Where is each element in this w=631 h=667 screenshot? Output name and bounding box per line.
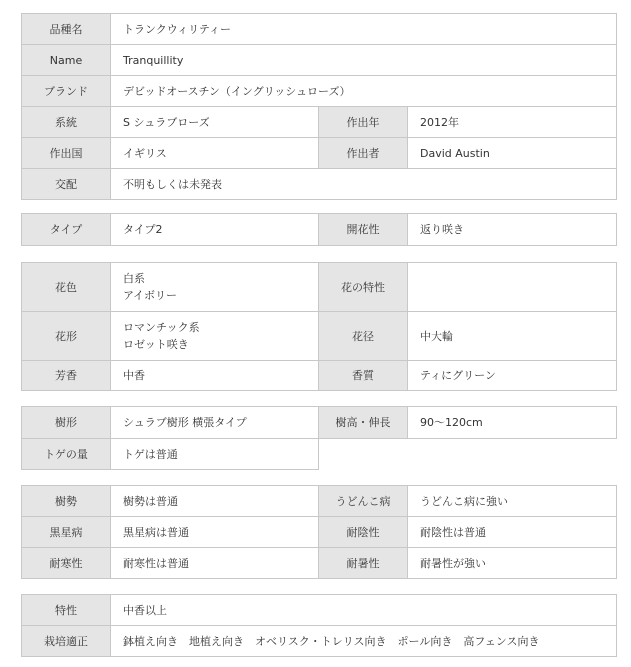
scent-label: 芳香 — [22, 361, 111, 391]
lineage-label: 系統 — [22, 107, 111, 138]
bloom-label: 開花性 — [319, 214, 408, 246]
thorn-value: トゲは普通 — [111, 439, 319, 470]
table-row — [22, 361, 617, 391]
brand-value: デビッドオースチン（イングリッシュローズ） — [111, 76, 617, 107]
bloom-value: 返り咲き — [408, 214, 617, 246]
table-row — [22, 45, 617, 76]
lineage-value: S シュラブローズ — [111, 107, 319, 138]
table-row — [22, 169, 617, 200]
country-value: イギリス — [111, 138, 319, 169]
table-row — [22, 439, 617, 470]
flower-shape-line1: ロマンチック系 — [123, 321, 200, 334]
type-label: タイプ — [22, 214, 111, 246]
table-row — [22, 107, 617, 138]
flower-trait-label: 花の特性 — [319, 263, 408, 312]
flower-color-line1: 白系 — [123, 272, 145, 285]
table-row — [22, 517, 617, 548]
name-label: Name — [22, 45, 111, 76]
table-row — [22, 486, 617, 517]
flower-shape-label: 花形 — [22, 312, 111, 361]
breeder-label: 作出者 — [319, 138, 408, 169]
tree-height-value: 90〜120cm — [408, 407, 617, 439]
suitability-value: 鉢植え向き 地植え向き オベリスク・トレリス向き ポール向き 高フェンス向き — [111, 626, 617, 657]
flower-size-value: 中大輪 — [408, 312, 617, 361]
suitability-label: 栽培適正 — [22, 626, 111, 657]
flower-trait-value — [408, 263, 617, 312]
table-row — [22, 548, 617, 579]
country-label: 作出国 — [22, 138, 111, 169]
tree-table — [21, 406, 617, 470]
basic-info-table — [21, 13, 617, 200]
flower-shape-value — [111, 312, 319, 361]
vigor-label: 樹勢 — [22, 486, 111, 517]
flower-table — [21, 262, 617, 391]
feature-label: 特性 — [22, 595, 111, 626]
shade-label: 耐陰性 — [319, 517, 408, 548]
table-row — [22, 407, 617, 439]
table-row — [22, 595, 617, 626]
table-row — [22, 214, 617, 246]
mildew-value: うどんこ病に強い — [408, 486, 617, 517]
cold-label: 耐寒性 — [22, 548, 111, 579]
brand-label: ブランド — [22, 76, 111, 107]
vigor-value: 樹勢は普通 — [111, 486, 319, 517]
year-value: 2012年 — [408, 107, 617, 138]
shade-value: 耐陰性は普通 — [408, 517, 617, 548]
scent-value: 中香 — [111, 361, 319, 391]
table-row — [22, 76, 617, 107]
flower-color-value — [111, 263, 319, 312]
scent-type-label: 香質 — [319, 361, 408, 391]
heat-label: 耐暑性 — [319, 548, 408, 579]
flower-shape-line2: ロゼット咲き — [123, 338, 189, 351]
table-row — [22, 138, 617, 169]
table-row — [22, 14, 617, 45]
cold-value: 耐寒性は普通 — [111, 548, 319, 579]
features-table — [21, 594, 617, 657]
empty-cell — [319, 439, 617, 470]
flower-size-label: 花径 — [319, 312, 408, 361]
cultivar-label: 品種名 — [22, 14, 111, 45]
health-table — [21, 485, 617, 579]
heat-value: 耐暑性が強い — [408, 548, 617, 579]
flower-color-label: 花色 — [22, 263, 111, 312]
cross-value: 不明もしくは未発表 — [111, 169, 617, 200]
tree-form-label: 樹形 — [22, 407, 111, 439]
year-label: 作出年 — [319, 107, 408, 138]
name-value: Tranquillity — [111, 45, 617, 76]
blackspot-value: 黒星病は普通 — [111, 517, 319, 548]
type-value: タイプ2 — [111, 214, 319, 246]
type-table — [21, 213, 617, 246]
table-row — [22, 312, 617, 361]
tree-height-label: 樹高・伸長 — [319, 407, 408, 439]
tree-form-value: シュラブ樹形 横張タイプ — [111, 407, 319, 439]
cultivar-value: トランクウィリティー — [111, 14, 617, 45]
table-row — [22, 263, 617, 312]
table-row — [22, 626, 617, 657]
cross-label: 交配 — [22, 169, 111, 200]
flower-color-line2: アイボリー — [123, 289, 178, 302]
feature-value: 中香以上 — [111, 595, 617, 626]
scent-type-value: ティにグリーン — [408, 361, 617, 391]
blackspot-label: 黒星病 — [22, 517, 111, 548]
breeder-value: David Austin — [408, 138, 617, 169]
thorn-label: トゲの量 — [22, 439, 111, 470]
mildew-label: うどんこ病 — [319, 486, 408, 517]
